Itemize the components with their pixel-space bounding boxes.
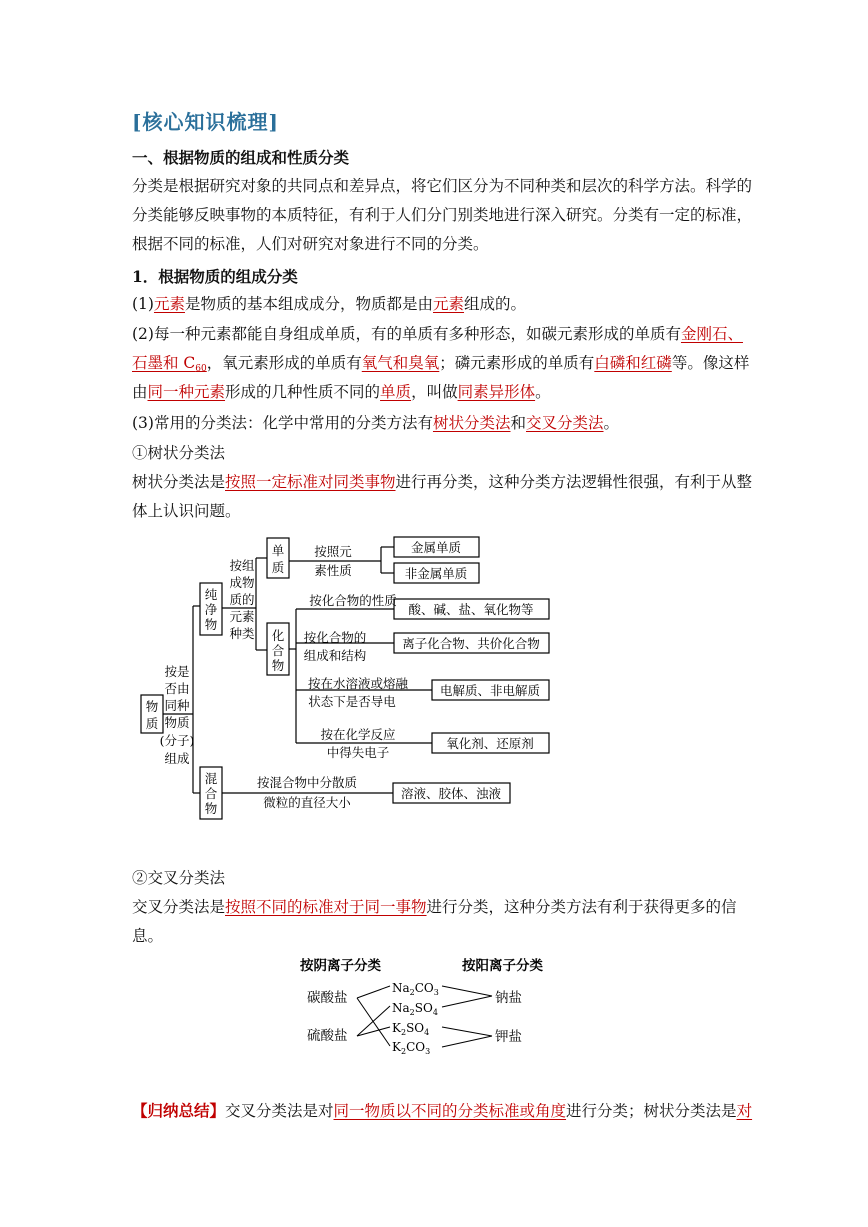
tree-method-title: ①树状分类法	[132, 444, 226, 462]
element-char-1: 单	[271, 543, 285, 558]
pure-char-1: 纯	[204, 587, 218, 602]
element-char-2: 质	[271, 560, 285, 575]
compound-struct-result: 离子化合物、共价化合物	[402, 636, 540, 651]
para-3: (3)常用的分类法：化学中常用的分类方法有树状分类法和交叉分类法。	[132, 414, 620, 432]
pure-crit-2: 成物	[229, 575, 255, 590]
formula-k2co3: $K_2CO_3$	[392, 1040, 431, 1056]
intro-line-1: 分类是根据研究对象的共同点和差异点，将它们区分为不同种类和层次的科学方法。科学的	[132, 177, 753, 195]
redox-crit-1: 按在化学反应	[320, 727, 396, 742]
para-2-line-3: 由同一种元素形成的几种性质不同的单质，叫做同素异形体。	[132, 383, 551, 401]
carbonate-label: 碳酸盐	[307, 990, 348, 1006]
element-crit-2: 素性质	[314, 563, 352, 578]
anion-header: 按阴离子分类	[300, 958, 381, 974]
mixture-crit-1: 按混合物中分散质	[256, 775, 358, 790]
intro-line-2: 分类能够反映事物的本质特征，有利于人们分门别类地进行深入研究。分类有一定的标准，	[132, 206, 753, 224]
mixture-char-1: 混	[204, 771, 218, 786]
root-char-2: 质	[145, 716, 159, 731]
tree-method-desc-line-2: 体上认识问题。	[132, 502, 241, 520]
root-char-1: 物	[145, 699, 159, 714]
pure-crit-4: 元素	[229, 609, 255, 624]
root-crit-2: 否由	[164, 681, 190, 696]
sodium-salt-label: 钠盐	[495, 990, 522, 1006]
root-crit-3: 同种	[164, 698, 190, 713]
root-crit-1: 按是	[164, 664, 190, 679]
electrolyte-crit-2: 状态下是否导电	[308, 694, 396, 709]
para-2-line-1: (2)每一种元素都能自身组成单质，有的单质有多种形态，如碳元素形成的单质有金刚石、	[132, 325, 743, 343]
root-crit-4: 物质	[164, 715, 190, 730]
tree-method-desc-line-1: 树状分类法是按照一定标准对同类事物进行再分类，这种分类方法逻辑性很强，有利于从整	[132, 473, 753, 491]
mixture-char-2: 合	[204, 786, 218, 801]
compound-char-1: 化	[271, 628, 285, 643]
mixture-crit-2: 微粒的直径大小	[263, 795, 351, 810]
intro-line-3: 根据不同的标准，人们对研究对象进行不同的分类。	[132, 235, 489, 253]
pure-crit-5: 种类	[229, 626, 255, 641]
pure-char-2: 净	[204, 602, 218, 617]
potassium-salt-label: 钾盐	[495, 1029, 522, 1045]
formula-k2so4: $K_2SO_4$	[392, 1021, 430, 1037]
formula-na2co3: $Na_2CO_3$	[392, 981, 439, 997]
formula-na2so4: $Na_2SO_4$	[392, 1001, 438, 1017]
electrolyte-crit-1: 按在水溶液或熔融	[307, 676, 409, 691]
para-1: (1)元素是物质的基本组成成分，物质都是由元素组成的。	[132, 295, 527, 313]
root-crit-6: 组成	[164, 751, 190, 766]
cross-method-title: ②交叉分类法	[132, 869, 226, 887]
compound-struct-crit-1: 按化合物的	[303, 630, 367, 645]
pure-char-3: 物	[204, 617, 218, 632]
nonmetal-label: 非金属单质	[404, 566, 468, 581]
cross-method-desc-line-2: 息。	[132, 927, 164, 945]
cross-connector-lines	[357, 986, 492, 1047]
summary-tag: 【归纳总结】	[132, 1101, 226, 1120]
mixture-char-3: 物	[204, 801, 218, 816]
metal-label: 金属单质	[410, 540, 462, 555]
cation-header: 按阳离子分类	[462, 958, 543, 974]
compound-char-3: 物	[271, 658, 285, 673]
mixture-result: 溶液、胶体、浊液	[400, 786, 502, 801]
pure-crit-1: 按组	[229, 558, 255, 573]
compound-struct-crit-2: 组成和结构	[303, 648, 367, 663]
section-heading: [核心知识梳理]	[132, 110, 279, 134]
summary-paragraph: 【归纳总结】交叉分类法是对同一物质以不同的分类标准或角度进行分类；树状分类法是对	[132, 1101, 753, 1120]
sulfate-label: 硫酸盐	[307, 1028, 348, 1044]
electrolyte-result: 电解质、非电解质	[439, 683, 541, 698]
cross-method-desc-line-1: 交叉分类法是按照不同的标准对于同一事物进行分类，这种分类方法有利于获得更多的信	[132, 898, 737, 916]
para-2-line-2: 石墨和 $C_{60}$，氧元素形成的单质有氧气和臭氧；磷元素形成的单质有白磷和红磷等。像这样	[132, 354, 750, 374]
compound-char-2: 合	[271, 643, 285, 658]
compound-prop-result: 酸、碱、盐、氧化物等	[408, 602, 534, 617]
subheading-by-composition: 1．根据物质的组成分类	[132, 267, 298, 286]
root-crit-5: (分子)	[159, 733, 195, 748]
redox-result: 氧化剂、还原剂	[446, 736, 534, 751]
pure-crit-3: 质的	[229, 592, 255, 607]
compound-prop-crit: 按化合物的性质	[309, 593, 397, 608]
element-crit-1: 按照元	[314, 544, 352, 559]
heading-composition-classification: 一、根据物质的组成和性质分类	[132, 148, 350, 167]
redox-crit-2: 中得失电子	[326, 745, 390, 760]
